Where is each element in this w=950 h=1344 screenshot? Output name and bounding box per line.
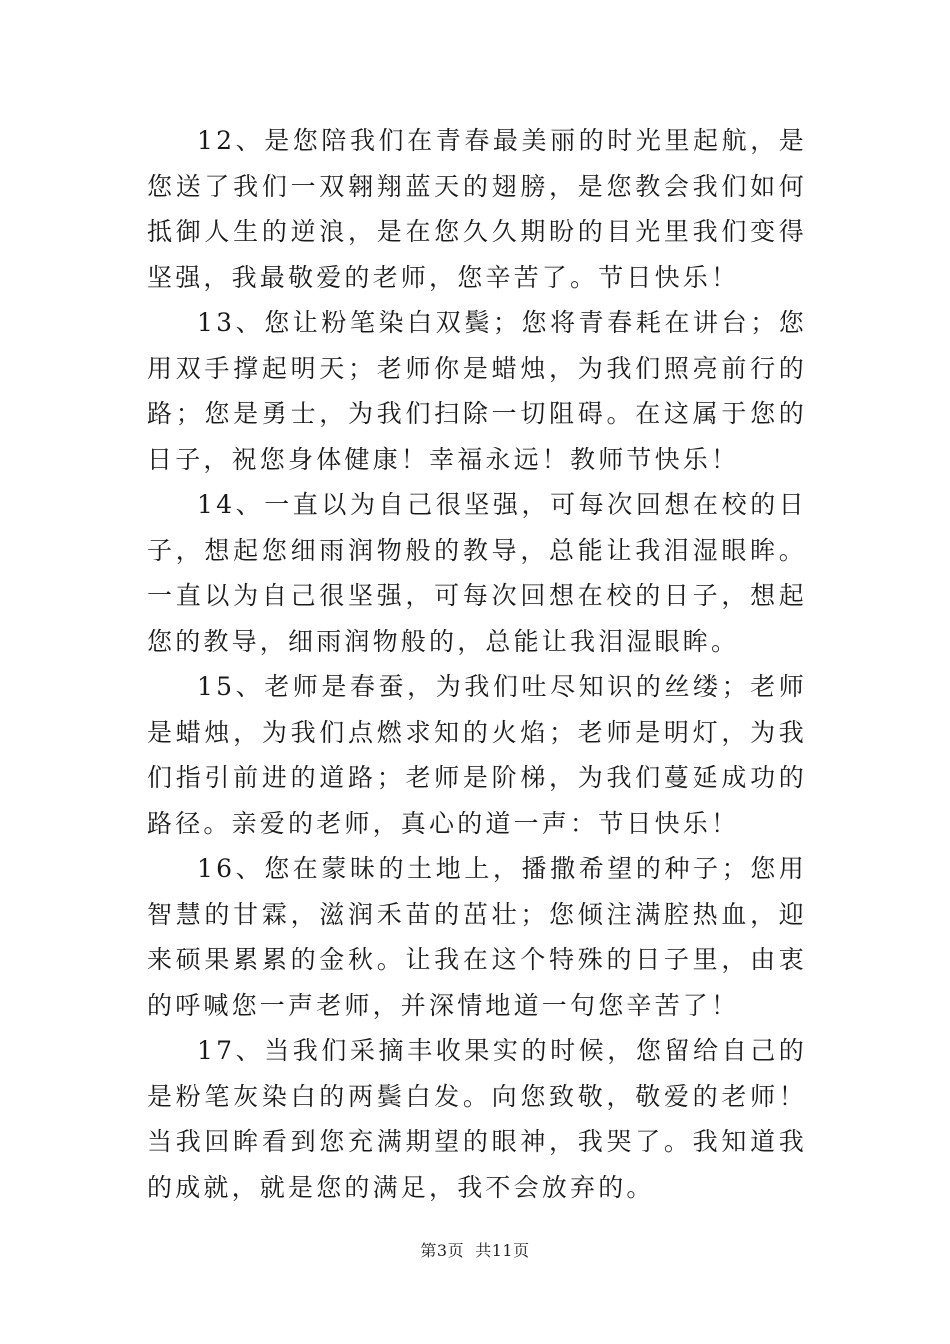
paragraph-12: 12、是您陪我们在青春最美丽的时光里起航，是您送了我们一双翱翔蓝天的翅膀，是您教会我们如何抵御人生的逆浪，是在您久久期盼的目光里我们变得坚强，我最敬爱的老师，您辛苦了。节日快乐！ (147, 126, 807, 292)
paragraph-15: 15、老师是春蚕，为我们吐尽知识的丝缕；老师是蜡烛，为我们点燃求知的火焰；老师是明灯，为我们指引前进的道路；老师是阶梯，为我们蔓延成功的路径。亲爱的老师，真心的道一声：节日快乐！ (147, 672, 807, 838)
paragraph-14: 14、一直以为自己很坚强，可每次回想在校的日子，想起您细雨润物般的教导，总能让我泪湿眼眸。一直以为自己很坚强，可每次回想在校的日子，想起您的教导，细雨润物般的，总能让我泪湿眼眸。 (147, 490, 807, 656)
page-number-label: 第3页 共11页 (420, 1241, 530, 1260)
paragraph-13: 13、您让粉笔染白双鬓；您将青春耗在讲台；您用双手撑起明天；老师你是蜡烛，为我们照亮前行的路；您是勇士，为我们扫除一切阻碍。在这属于您的日子，祝您身体健康！幸福永远！教师节快乐！ (147, 308, 807, 474)
page-footer (0, 1240, 950, 1262)
document-body (147, 118, 807, 1210)
paragraph-16: 16、您在蒙昧的土地上，播撒希望的种子；您用智慧的甘霖，滋润禾苗的茁壮；您倾注满腔热血，迎来硕果累累的金秋。让我在这个特殊的日子里，由衷的呼喊您一声老师，并深情地道一句您辛苦了！ (147, 854, 807, 1020)
paragraph-17: 17、当我们采摘丰收果实的时候，您留给自己的是粉笔灰染白的两鬓白发。向您致敬，敬爱的老师！当我回眸看到您充满期望的眼神，我哭了。我知道我的成就，就是您的满足，我不会放弃的。 (147, 1036, 807, 1202)
